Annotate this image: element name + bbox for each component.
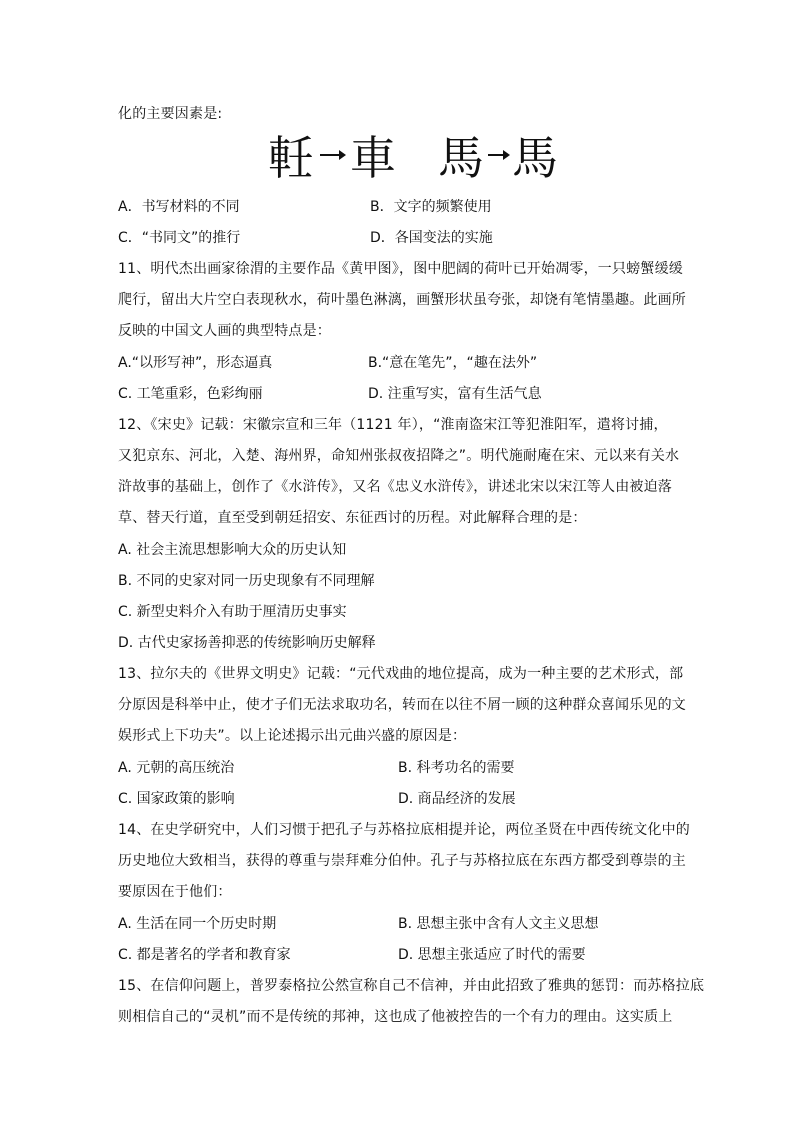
arrow-icon	[488, 154, 508, 156]
q11-line-2: 爬行，留出大片空白表现秋水，荷叶墨色淋漓，画蟹形状虽夸张，却饶有笔情墨趣。此画所	[118, 292, 686, 308]
q10-option-c[interactable]: C．“书同文”的推行	[118, 230, 241, 246]
q10-option-b[interactable]: B．文字的频繁使用	[370, 199, 492, 215]
q12-option-b[interactable]: B. 不同的史家对同一历史现象有不同理解	[118, 573, 375, 589]
q13-option-c[interactable]: C. 国家政策的影响	[118, 791, 235, 807]
seal-glyph-4: 馬	[512, 131, 558, 185]
q14-option-b[interactable]: B. 思想主张中含有人文主义思想	[398, 916, 599, 932]
q14-line-3: 要原因在于他们：	[118, 884, 232, 900]
q13-line-1: 13、拉尔夫的《世界文明史》记载：“元代戏曲的地位提高，成为一种主要的艺术形式，部	[118, 666, 684, 682]
seal-glyph-1: 軠	[268, 131, 314, 185]
q10-stem-end: 化的主要因素是:	[118, 106, 223, 122]
q12-line-4: 草、替天行道，直至受到朝廷招安、东征西讨的历程。对此解释合理的是：	[118, 510, 587, 526]
q11-option-d[interactable]: D. 注重写实，富有生活气息	[368, 386, 542, 402]
q11-line-3: 反映的中国文人画的典型特点是：	[118, 323, 331, 339]
q11-option-a[interactable]: A.“以形写神”，形态逼真	[118, 355, 273, 371]
q10-option-d[interactable]: D．各国变法的实施	[370, 230, 493, 246]
q13-option-b[interactable]: B. 科考功名的需要	[398, 760, 515, 776]
seal-glyph-2: 車	[350, 131, 396, 185]
q13-line-2: 分原因是科举中止，使才子们无法求取功名，转而在以往不屑一顾的这种群众喜闻乐见的文	[118, 697, 686, 713]
q11-option-c[interactable]: C. 工笔重彩，色彩绚丽	[118, 386, 263, 402]
q13-line-3: 娱形式上下功夫”。以上论述揭示出元曲兴盛的原因是：	[118, 728, 467, 744]
q12-option-d[interactable]: D. 古代史家扬善抑恶的传统影响历史解释	[118, 635, 376, 651]
arrow-icon	[320, 154, 344, 156]
q14-option-c[interactable]: C. 都是著名的学者和教育家	[118, 947, 291, 963]
q14-line-2: 历史地位大致相当，获得的尊重与崇拜难分伯仲。孔子与苏格拉底在东西方都受到尊崇的主	[118, 853, 686, 869]
q13-option-a[interactable]: A. 元朝的高压统治	[118, 760, 235, 776]
q15-line-1: 15、在信仰问题上，普罗泰格拉公然宣称自己不信神，并由此招致了雅典的惩罚：而苏格拉底	[118, 978, 705, 994]
q12-line-2: 又犯京东、河北，入楚、海州界，命知州张叔夜招降之”。明代施耐庵在宋、元以来有关水	[118, 448, 680, 464]
q14-option-d[interactable]: D. 思想主张适应了时代的需要	[398, 947, 586, 963]
q11-option-b[interactable]: B.“意在笔先”，“趣在法外”	[368, 355, 538, 371]
q12-line-3: 浒故事的基础上，创作了《水浒传》，又名《忠义水浒传》，讲述北宋以宋江等人由被迫落	[118, 479, 672, 495]
q11-line-1: 11、明代杰出画家徐渭的主要作品《黄甲图》，图中肥阔的荷叶已开始凋零，一只螃蟹缓缓	[118, 261, 684, 277]
q13-option-d[interactable]: D. 商品经济的发展	[398, 791, 516, 807]
q15-line-2: 则相信自己的“灵机”而不是传统的邦神，这也成了他被控告的一个有力的理由。这实质上	[118, 1009, 673, 1025]
seal-script-figure	[268, 130, 558, 186]
q14-option-a[interactable]: A. 生活在同一个历史时期	[118, 916, 277, 932]
q12-option-c[interactable]: C. 新型史料介入有助于厘清历史事实	[118, 604, 347, 620]
q14-line-1: 14、在史学研究中，人们习惯于把孔子与苏格拉底相提并论，两位圣贤在中西传统文化中的	[118, 822, 691, 838]
q10-option-a[interactable]: A．书写材料的不同	[118, 199, 240, 215]
seal-glyph-3: 馬	[438, 131, 484, 185]
q12-line-1: 12、《宋史》记载：宋徽宗宣和三年（1121 年），“淮南盗宋江等犯淮阳军，遣将讨捕，	[118, 417, 668, 433]
q12-option-a[interactable]: A. 社会主流思想影响大众的历史认知	[118, 542, 347, 558]
